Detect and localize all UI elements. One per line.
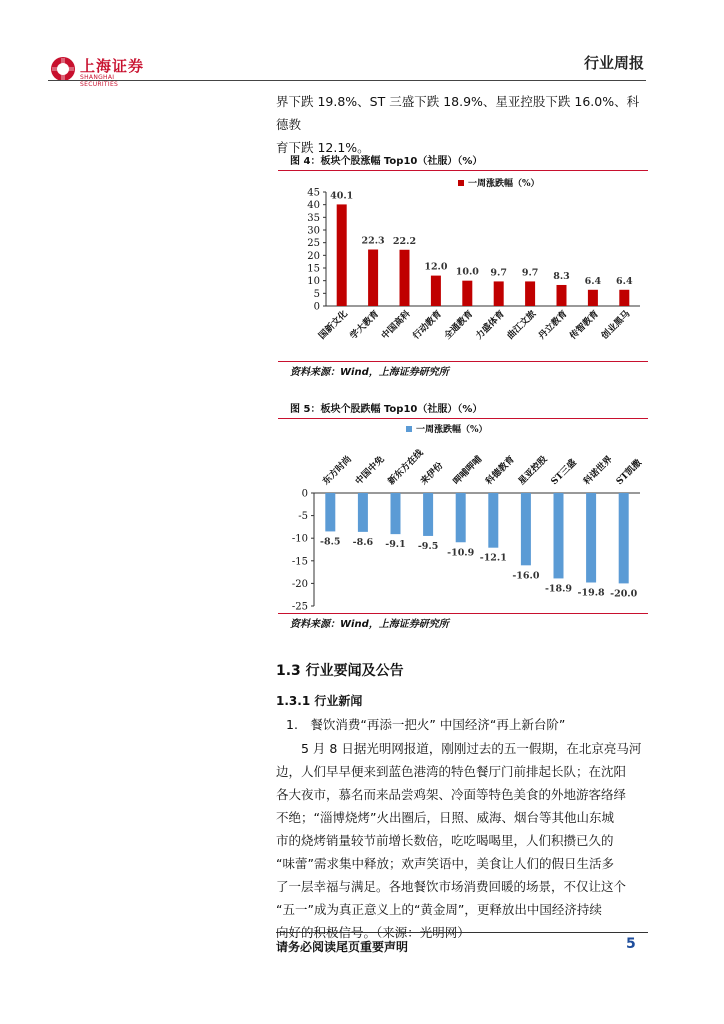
- data-label: 40.1: [330, 190, 354, 202]
- category-label: 呷哺呷哺: [451, 454, 485, 488]
- news-line: 边，人们早早便来到蓝色港湾的特色餐厅门前排起长队；在沈阳: [276, 764, 627, 779]
- data-label: 9.7: [521, 267, 539, 279]
- figure5-top-rule: [278, 418, 648, 419]
- y-tick-label: 5: [313, 288, 320, 300]
- category-label: 星亚控股: [516, 454, 550, 488]
- legend-label: 一周涨跌幅（%）: [468, 179, 540, 189]
- figure5-title: 图 5：板块个股跌幅 Top10（社服）（%）: [290, 404, 483, 415]
- data-label: -9.1: [385, 539, 406, 551]
- y-tick-label: -25: [291, 601, 308, 612]
- category-label: 科德教育: [484, 454, 517, 488]
- bar: [462, 281, 472, 306]
- data-label: -10.9: [447, 547, 475, 559]
- news-line: 了一层幸福与满足。各地餐饮市场消费回暖的场景，不仅让这个: [276, 879, 627, 894]
- figure4-title: 图 4：板块个股涨幅 Top10（社服）（%）: [290, 156, 483, 167]
- category-label: 创业黑马: [599, 309, 633, 342]
- y-tick-label: 20: [307, 250, 320, 262]
- news-line: “味蕾”需求集中释放；欢声笑语中，美食让人们的假日生活多: [276, 856, 614, 871]
- logo-emblem-icon: [50, 56, 76, 82]
- bar: [368, 250, 378, 306]
- y-tick-label: -5: [298, 511, 308, 523]
- data-label: -20.0: [610, 588, 638, 600]
- header-divider: [48, 80, 646, 81]
- bar: [521, 493, 531, 565]
- bar: [456, 493, 466, 542]
- news-line: 不绝；“淄博烧烤”火出圈后，日照、威海、烟台等其他山东城: [276, 810, 614, 825]
- data-label: -18.9: [544, 583, 573, 595]
- data-label: 6.4: [616, 275, 633, 287]
- bar: [431, 276, 441, 306]
- data-label: 6.4: [584, 275, 602, 287]
- logo-text: 上海证券: [80, 57, 145, 75]
- report-type-title: 行业周报: [583, 54, 644, 72]
- y-tick-label: -15: [291, 556, 308, 568]
- intro-line: 育下跌 12.1%。: [276, 140, 370, 155]
- bar: [391, 493, 401, 534]
- bar: [619, 290, 629, 306]
- bar: [588, 290, 598, 306]
- bar: [358, 493, 368, 532]
- bar: [586, 493, 596, 582]
- bar: [337, 204, 347, 306]
- category-label: 国新文化: [317, 309, 350, 342]
- y-tick-label: 35: [307, 212, 320, 224]
- y-tick-label: 10: [307, 276, 320, 288]
- legend-label: 一周涨跌幅（%）: [416, 425, 488, 435]
- y-tick-label: 25: [307, 238, 320, 250]
- y-tick-label: -10: [291, 533, 308, 545]
- data-label: 12.0: [424, 261, 448, 273]
- bar: [525, 281, 535, 306]
- subsection-heading: 1.3.1 行业新闻: [276, 694, 363, 708]
- data-label: -8.6: [352, 536, 374, 548]
- figure4-top-rule: [278, 170, 648, 171]
- news-line: 向好的积极信号。（来源：光明网）: [276, 925, 470, 940]
- company-logo: [50, 53, 150, 87]
- category-label: 曲江文旅: [505, 309, 539, 342]
- bar: [400, 250, 410, 306]
- y-tick-label: 0: [313, 301, 320, 313]
- category-label: 全通教育: [442, 309, 476, 342]
- data-label: 9.7: [490, 267, 507, 279]
- category-label: 中国中免: [353, 454, 387, 488]
- bar: [557, 285, 567, 306]
- category-label: 行动教育: [411, 309, 445, 342]
- category-label: 力盛体育: [474, 309, 507, 342]
- figure4-bottom-rule: [278, 361, 648, 362]
- category-label: 传智教育: [568, 309, 602, 342]
- y-tick-label: 0: [301, 488, 308, 500]
- section-heading: 1.3 行业要闻及公告: [276, 663, 404, 679]
- logo-subtext: SHANGHAI SECURITIES: [80, 74, 119, 88]
- figure5-source: 资料来源：Wind，上海证券研究所: [290, 619, 449, 630]
- data-label: 10.0: [455, 266, 479, 278]
- data-label: -9.5: [417, 540, 439, 552]
- category-label: 科诺世界: [582, 454, 615, 488]
- figure4-source: 资料来源：Wind，上海证券研究所: [290, 367, 449, 378]
- bar: [494, 281, 504, 306]
- news-line: 各大夜市，慕名而来品尝鸡架、冷面等特色美食的外地游客络绎: [276, 787, 627, 802]
- figure5-chart: [278, 420, 648, 612]
- y-tick-label: 15: [307, 263, 320, 275]
- bar: [325, 493, 335, 531]
- y-tick-label: 45: [307, 187, 320, 199]
- footer-disclaimer: 请务必阅读尾页重要声明: [276, 940, 409, 954]
- category-label: 丹立教育: [537, 309, 570, 342]
- intro-line: 界下跌 19.8%、ST 三盛下跌 18.9%、星亚控股下跌 16.0%、科德教: [276, 94, 640, 132]
- category-label: 来伊份: [419, 460, 446, 488]
- data-label: -16.0: [512, 570, 540, 582]
- news-line: “五一”成为真正意义上的“黄金周”，更释放出中国经济持续: [276, 902, 602, 917]
- intro-paragraph: [276, 90, 648, 159]
- data-label: -8.5: [320, 536, 341, 548]
- data-label: 22.3: [361, 235, 385, 247]
- page-number: 5: [626, 936, 636, 952]
- data-label: -12.1: [479, 552, 507, 564]
- y-tick-label: 40: [307, 200, 320, 212]
- category-label: 东方时尚: [321, 454, 354, 488]
- y-tick-label: 30: [307, 225, 320, 237]
- data-label: -19.8: [577, 587, 605, 599]
- bar: [423, 493, 433, 536]
- legend-swatch: [458, 180, 464, 186]
- figure5-bottom-rule: [278, 613, 648, 614]
- category-label: ST凯撒: [614, 457, 644, 488]
- legend-swatch: [406, 426, 412, 432]
- category-label: 新东方在线: [386, 448, 426, 488]
- news-title: 1. 餐饮消费“再添一把火” 中国经济“再上新台阶”: [286, 717, 566, 732]
- footer-divider: [276, 932, 648, 933]
- bar: [554, 493, 564, 578]
- data-label: 8.3: [553, 270, 570, 282]
- news-body: [276, 737, 648, 944]
- category-label: 中国高科: [380, 309, 413, 342]
- category-label: ST三盛: [549, 457, 579, 488]
- data-label: 22.2: [392, 235, 417, 247]
- y-tick-label: -20: [291, 578, 308, 590]
- news-line: 市的烧烤销量较节前增长数倍，吃吃喝喝里，人们积攒已久的: [276, 833, 614, 848]
- category-label: 学大教育: [348, 309, 382, 342]
- news-line: 5 月 8 日据光明网报道，刚刚过去的五一假期，在北京亮马河: [276, 741, 642, 756]
- figure4-chart: [278, 172, 648, 360]
- bar: [619, 493, 629, 583]
- bar: [488, 493, 498, 548]
